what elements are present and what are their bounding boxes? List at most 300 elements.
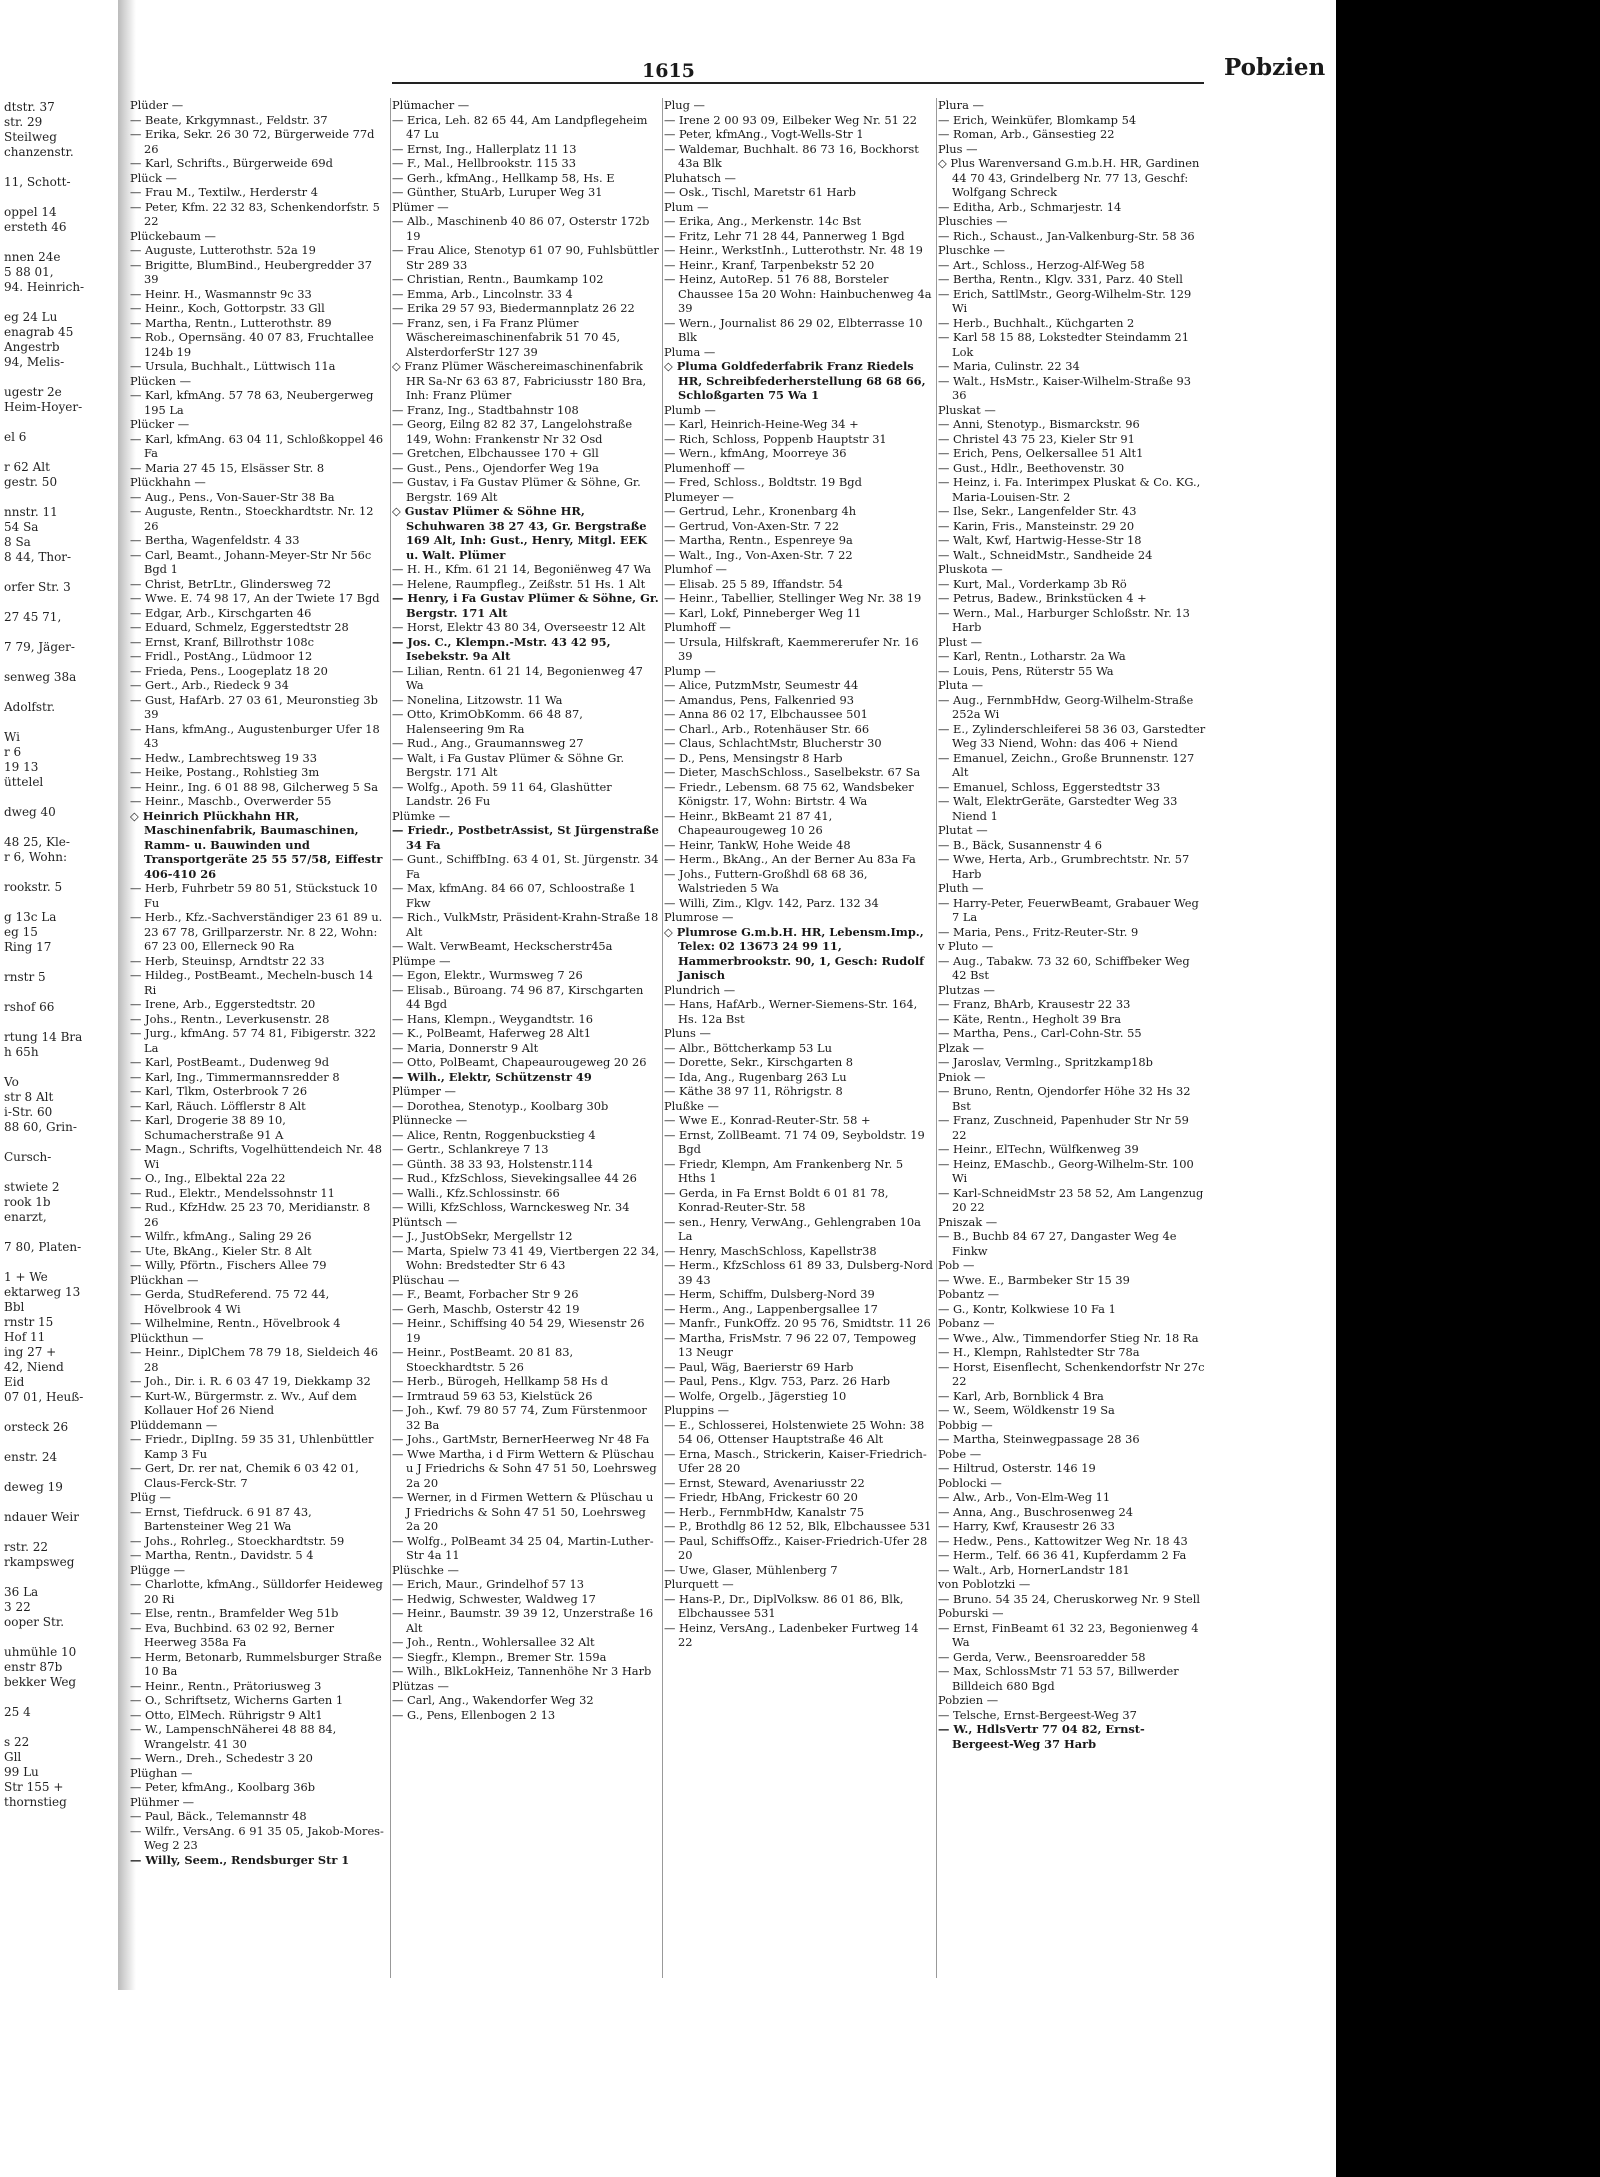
- gutter-fragment: ndauer Weir: [4, 1510, 79, 1524]
- gutter-fragment: 8 Sa: [4, 535, 31, 549]
- directory-entry: — Irene 2 00 93 09, Eilbeker Weg Nr. 51 22: [664, 112, 918, 127]
- gutter-fragment: Adolfstr.: [4, 700, 56, 714]
- directory-entry: — Christian, Rentn., Baumkamp 102: [392, 272, 604, 286]
- gutter-fragment: str 8 Alt: [4, 1090, 54, 1104]
- directory-entry: — Willi, Zim., Klgv. 142, Parz. 132 34: [664, 895, 879, 910]
- directory-entry: — Hedwig, Schwester, Waldweg 17: [392, 1591, 596, 1606]
- gutter-fragment: 1 + We: [4, 1270, 48, 1284]
- directory-entry: Plum —: [664, 199, 709, 214]
- directory-entry: — Joh., Rentn., Wohlersallee 32 Alt: [392, 1635, 595, 1649]
- directory-entry: — Karl, Rentn., Lotharstr. 2a Wa: [938, 649, 1126, 663]
- directory-entry: — Hedw., Lambrechtsweg 19 33: [130, 750, 318, 765]
- directory-entry: — Aug., Pens., Von-Sauer-Str 38 Ba: [130, 489, 335, 504]
- directory-entry: — Ilse, Sekr., Langenfelder Str. 43: [938, 504, 1137, 518]
- directory-entry: — Waldemar, Buchhalt. 86 73 16, Bockhorst 43a Blk: [664, 141, 919, 170]
- directory-entry: — Heike, Postang., Rohlstieg 3m: [130, 765, 320, 779]
- directory-entry: — Auguste, Rentn., Stoeckhardtstr. Nr. 12 26: [130, 504, 374, 533]
- gutter-fragment: rnstr 5: [4, 970, 46, 984]
- directory-entry: — B., Buchb 84 67 27, Dangaster Weg 4e Finkw: [938, 1229, 1177, 1258]
- directory-entry: — Irene, Arb., Eggerstedtstr. 20: [130, 997, 316, 1011]
- gutter-fragment: Ring 17: [4, 940, 52, 954]
- directory-entry: — K., PolBeamt, Haferweg 28 Alt1: [392, 1026, 591, 1040]
- directory-entry: — Editha, Arb., Schmarjestr. 14: [938, 199, 1122, 214]
- directory-entry: — Edgar, Arb., Kirschgarten 46: [130, 605, 312, 620]
- directory-entry: — Osk., Tischl, Maretstr 61 Harb: [664, 185, 856, 199]
- directory-entry: — Herb., Bürogeh, Hellkamp 58 Hs d: [392, 1374, 609, 1388]
- directory-entry: — Heinz, EMaschb., Georg-Wilhelm-Str. 100 Wi: [938, 1156, 1194, 1185]
- gutter-fragment: r 6, Wohn:: [4, 850, 68, 864]
- facing-page-gutter: [0, 0, 130, 1990]
- directory-entry: — Charl., Arb., Rotenhäuser Str. 66: [664, 721, 870, 736]
- directory-entry: — Anni, Stenotyp., Bismarckstr. 96: [938, 417, 1140, 431]
- directory-entry: — Telsche, Ernst-Bergeest-Weg 37: [938, 1707, 1137, 1722]
- directory-entry: — Martha, Rentn., Davidstr. 5 4: [130, 1548, 314, 1562]
- directory-entry: — J., JustObSekr, Mergellstr 12: [392, 1229, 573, 1243]
- directory-entry: — Magn., Schrifts, Vogelhüttendeich Nr. 48 Wi: [130, 1142, 382, 1171]
- directory-entry: — Heinr., Baumstr. 39 39 12, Unzerstraße 16 Alt: [392, 1606, 654, 1635]
- directory-entry: Plüddemann —: [130, 1417, 218, 1432]
- directory-entry: von Poblotzki —: [938, 1577, 1031, 1591]
- directory-entry: — Brigitte, BlumBind., Heubergredder 37 39: [130, 257, 373, 286]
- gutter-fragment: r 6: [4, 745, 22, 759]
- directory-entry: — Fritz, Lehr 71 28 44, Pannerweg 1 Bgd: [664, 228, 905, 243]
- gutter-fragment: 7 79, Jäger-: [4, 640, 75, 654]
- directory-entry: — Bertha, Wagenfeldstr. 4 33: [130, 533, 300, 547]
- gutter-fragment: enstr. 24: [4, 1450, 58, 1464]
- directory-entry: Plüg —: [130, 1490, 171, 1504]
- gutter-fragment: oppel 14: [4, 205, 57, 219]
- directory-entry: Plutat —: [938, 823, 988, 837]
- directory-entry: Pluschies —: [938, 214, 1008, 228]
- directory-entry: — W., Seem, Wöldkenstr 19 Sa: [938, 1403, 1115, 1417]
- directory-entry: — Walt., SchneidMstr., Sandheide 24: [938, 547, 1153, 562]
- directory-entry: — Otto, ElMech. Rührigstr 9 Alt1: [130, 1707, 323, 1722]
- directory-entry: — Bruno. 54 35 24, Cheruskorweg Nr. 9 Stell: [938, 1591, 1201, 1606]
- directory-entry: Plura —: [938, 98, 984, 112]
- directory-entry: — Jos. C., Klempn.-Mstr. 43 42 95, Isebekstr. 9a Alt: [392, 634, 611, 663]
- directory-entry: — Eduard, Schmelz, Eggerstedtstr 28: [130, 620, 349, 634]
- directory-entry: Plünnecke —: [392, 1113, 468, 1127]
- directory-entry: — Frau Alice, Stenotyp 61 07 90, Fuhlsbüttler Str 289 33: [392, 243, 659, 272]
- directory-entry: — Martha, Rentn., Espenreye 9a: [664, 533, 853, 547]
- directory-entry: — Gerh, Maschb, Osterstr 42 19: [392, 1301, 580, 1316]
- directory-entry: — Martha, Rentn., Lutterothstr. 89: [130, 315, 332, 330]
- gutter-fragment: enarzt,: [4, 1210, 47, 1224]
- directory-entry: — Peter, kfmAng., Vogt-Wells-Str 1: [664, 127, 864, 141]
- directory-entry: — E., Zylinderschleiferei 58 36 03, Garstedter Weg 33 Niend, Wohn: das 406 + Niend: [938, 721, 1206, 750]
- gutter-fragment: orsteck 26: [4, 1420, 69, 1434]
- gutter-fragment: üttelel: [4, 775, 44, 789]
- directory-entry: — Emanuel, Zeichn., Große Brunnenstr. 127 Alt: [938, 750, 1195, 779]
- directory-entry: Plumrose —: [664, 910, 734, 924]
- gutter-fragment: r 62 Alt: [4, 460, 50, 474]
- gutter-fragment: thornstieg: [4, 1795, 67, 1809]
- directory-entry: — O., Schriftsetz, Wicherns Garten 1: [130, 1693, 344, 1707]
- directory-entry: — Aug., Tabakw. 73 32 60, Schiffbeker Weg 42 Bst: [938, 953, 1190, 982]
- directory-entry: — sen., Henry, VerwAng., Gehlengraben 10a La: [664, 1214, 921, 1243]
- directory-entry: — Hans, Klempn., Weygandtstr. 16: [392, 1011, 593, 1026]
- gutter-fragment: eg 15: [4, 925, 38, 939]
- directory-entry: — W., HdlsVertr 77 04 82, Ernst-Bergeest-Weg 37 Harb: [938, 1722, 1145, 1751]
- page-number: 1615: [642, 60, 695, 82]
- directory-entry: — Kurt-W., Bürgermstr. z. Wv., Auf dem Kollauer Hof 26 Niend: [130, 1388, 357, 1417]
- directory-entry: — Heinr., Koch, Gottorpstr. 33 Gll: [130, 301, 325, 315]
- gutter-fragment: Cursch-: [4, 1150, 52, 1164]
- gutter-fragment: chanzenstr.: [4, 145, 74, 159]
- gutter-fragment: 8 44, Thor-: [4, 550, 72, 564]
- directory-entry: — Wern., kfmAng, Moorreye 36: [664, 446, 847, 460]
- directory-entry: — Siegfr., Klempn., Bremer Str. 159a: [392, 1649, 607, 1664]
- column-divider: [390, 98, 391, 1978]
- directory-entry: — Rud., KfzHdw. 25 23 70, Meridianstr. 8 26: [130, 1200, 371, 1229]
- directory-entry: Plüntsch —: [392, 1214, 458, 1229]
- directory-entry: — Gertrud, Lehr., Kronenbarg 4h: [664, 504, 857, 518]
- directory-entry: — Gunt., SchiffbIng. 63 4 01, St. Jürgenstr. 34 Fa: [392, 852, 659, 881]
- directory-entry: — Wwe Martha, i d Firm Wettern & Plüschau u J Friedrichs & Sohn 47 51 50, Loehrsweg 2a 20: [392, 1446, 657, 1490]
- directory-entry: — Wilfr., VersAng. 6 91 35 05, Jakob-Mores-Weg 2 23: [130, 1823, 384, 1852]
- directory-entry: — Elisab. 25 5 89, Iffandstr. 54: [664, 576, 843, 591]
- directory-entry: — Hildeg., PostBeamt., Mecheln-busch 14 Ri: [130, 968, 374, 997]
- directory-entry: — Ida, Ang., Rugenbarg 263 Lu: [664, 1069, 847, 1084]
- gutter-fragment: rstr. 22: [4, 1540, 49, 1554]
- running-head: Pobzien: [1224, 54, 1326, 81]
- directory-entry: — Paul, Pens., Klgv. 753, Parz. 26 Harb: [664, 1374, 891, 1388]
- directory-entry: — Heinr., Kranf, Tarpenbekstr 52 20: [664, 257, 875, 272]
- column-divider: [936, 98, 937, 1978]
- directory-entry: Plurquett —: [664, 1577, 734, 1591]
- directory-entry: — H., Klempn, Rahlstedter Str 78a: [938, 1345, 1140, 1359]
- directory-entry: — Herb., Kfz.-Sachverständiger 23 61 89 u. 23 67 78, Grillparzerstr. Nr. 8 22, Wohn: 67 23 00, Ellerneck 90 Ra: [130, 910, 383, 953]
- directory-entry: — Heinr., ElTechn, Wülfkenweg 39: [938, 1142, 1139, 1156]
- directory-entry: Pobe —: [938, 1446, 982, 1461]
- directory-entry: Plückebaum —: [130, 228, 216, 243]
- directory-entry: Pniszak —: [938, 1214, 998, 1229]
- directory-entry: — Heinr., PostBeamt. 20 81 83, Stoeckhardtstr. 5 26: [392, 1345, 574, 1374]
- gutter-fragment: stwiete 2: [4, 1180, 60, 1194]
- column-2: [392, 98, 660, 1988]
- directory-entry: Plump —: [664, 663, 716, 678]
- directory-entry: — Max, SchlossMstr 71 53 57, Billwerder Billdeich 680 Bgd: [938, 1664, 1179, 1693]
- gutter-fragment: enstr 87b: [4, 1660, 63, 1674]
- directory-entry: — Else, rentn., Bramfelder Weg 51b: [130, 1606, 339, 1620]
- directory-entry: — Herb., FernmbHdw, Kanalstr 75: [664, 1504, 865, 1519]
- directory-entry: — Franz, sen, i Fa Franz Plümer Wäschereimaschinenfabrik 51 70 45, AlsterdorferStr 127 39: [392, 315, 621, 359]
- gutter-fragment: 36 La: [4, 1585, 39, 1599]
- column-1: [130, 98, 388, 1988]
- directory-entry: Plumenhoff —: [664, 460, 745, 475]
- directory-entry: Plümacher —: [392, 98, 470, 112]
- directory-entry: — Paul, SchiffsOffz., Kaiser-Friedrich-Ufer 28 20: [664, 1533, 928, 1562]
- directory-entry: — Carl, Beamt., Johann-Meyer-Str Nr 56c Bgd 1: [130, 547, 372, 576]
- directory-entry: — Walt., Ing., Von-Axen-Str. 7 22: [664, 547, 853, 562]
- directory-entry: — Walt, ElektrGeräte, Garstedter Weg 33 Niend 1: [938, 794, 1178, 823]
- gutter-fragment: el 6: [4, 430, 27, 444]
- directory-entry: Plühmer —: [130, 1794, 194, 1809]
- directory-entry: Plümer —: [392, 199, 449, 214]
- directory-entry: — Erika 29 57 93, Biedermannplatz 26 22: [392, 301, 635, 315]
- directory-entry: Pluns —: [664, 1026, 711, 1040]
- directory-entry: — Gustav, i Fa Gustav Plümer & Söhne, Gr. Bergstr. 169 Alt: [392, 475, 641, 504]
- directory-entry: — Erich, Weinküfer, Blomkamp 54: [938, 112, 1137, 127]
- directory-entry: — Wolfg., Apoth. 59 11 64, Glashütter Landstr. 26 Fu: [392, 779, 612, 808]
- column-3: [664, 98, 934, 1988]
- directory-entry: — Willi, KfzSchloss, Warnckesweg Nr. 34: [392, 1200, 630, 1214]
- directory-entry: — Emanuel, Schloss, Eggerstedtstr 33: [938, 779, 1161, 794]
- directory-entry: — W., LampenschNäherei 48 88 84, Wrangelstr. 41 30: [130, 1722, 337, 1751]
- directory-entry: — Heinr. H., Wasmannstr 9c 33: [130, 286, 312, 301]
- column-4: [938, 98, 1206, 1988]
- directory-entry: — Peter, Kfm. 22 32 83, Schenkendorfstr. 5 22: [130, 199, 380, 228]
- directory-entry: — Walt. VerwBeamt, Heckscherstr45a: [392, 939, 613, 953]
- directory-entry: — Marta, Spielw 73 41 49, Viertbergen 22 34, Wohn: Bredstedter Str 6 43: [392, 1243, 660, 1272]
- gutter-fragment: rook 1b: [4, 1195, 51, 1209]
- directory-entry: — Ernst, FinBeamt 61 32 23, Begonienweg 4 Wa: [938, 1620, 1199, 1649]
- directory-entry: — Wilh., BlkLokHeiz, Tannenhöhe Nr 3 Harb: [392, 1664, 652, 1678]
- directory-entry: — Friedr., Lebensm. 68 75 62, Wandsbeker Königstr. 17, Wohn: Birtstr. 4 Wa: [664, 779, 914, 808]
- directory-entry: — Gretchen, Elbchaussee 170 + Gll: [392, 446, 599, 460]
- directory-entry: — Maria, Donnerstr 9 Alt: [392, 1040, 539, 1055]
- directory-entry: — Rud., Ang., Graumannsweg 27: [392, 736, 584, 750]
- directory-entry: — Petrus, Badew., Brinkstücken 4 +: [938, 591, 1147, 605]
- directory-entry: Plückhan —: [130, 1272, 199, 1287]
- directory-entry: — Karl, Lokf, Pinneberger Weg 11: [664, 605, 862, 620]
- directory-entry: — Horst, Elektr 43 80 34, Overseestr 12 Alt: [392, 620, 646, 634]
- directory-entry: Plumeyer —: [664, 489, 734, 504]
- directory-entry: — Martha, Pens., Carl-Cohn-Str. 55: [938, 1026, 1142, 1040]
- gutter-fragment: uhmühle 10: [4, 1645, 77, 1659]
- directory-entry: — Herm., Telf. 66 36 41, Kupferdamm 2 Fa: [938, 1548, 1187, 1562]
- directory-entry: — Ernst, Ing., Hallerplatz 11 13: [392, 141, 577, 156]
- directory-entry: Plümke —: [392, 808, 451, 823]
- directory-entry: — Karin, Fris., Mansteinstr. 29 20: [938, 518, 1135, 533]
- directory-entry: Plußke —: [664, 1098, 719, 1113]
- directory-entry: — Erna, Masch., Strickerin, Kaiser-Friedrich-Ufer 28 20: [664, 1446, 927, 1475]
- directory-entry: — Ernst, Tiefdruck. 6 91 87 43, Bartensteiner Weg 21 Wa: [130, 1504, 312, 1533]
- directory-entry: — Herm., Ang., Lappenbergsallee 17: [664, 1301, 878, 1316]
- gutter-fragment: 11, Schott-: [4, 175, 71, 189]
- gutter-fragment: 27 45 71,: [4, 610, 62, 624]
- directory-entry: Plundrich —: [664, 982, 736, 997]
- gutter-fragment: 48 25, Kle-: [4, 835, 70, 849]
- directory-entry: Pobzien —: [938, 1693, 999, 1707]
- directory-entry: — Lilian, Rentn. 61 21 14, Begonienweg 47 Wa: [392, 663, 643, 692]
- directory-entry: Plutzas —: [938, 982, 995, 997]
- gutter-fragment: rnstr 15: [4, 1315, 54, 1329]
- gutter-fragment: Eid: [4, 1375, 25, 1389]
- directory-entry: — Karl, kfmAng. 63 04 11, Schloßkoppel 46 Fa: [130, 431, 384, 460]
- directory-entry: — Dorette, Sekr., Kirschgarten 8: [664, 1055, 854, 1069]
- directory-entry: — Ernst, Kranf, Billrothstr 108c: [130, 634, 315, 649]
- directory-entry: — Wilfr., kfmAng., Saling 29 26: [130, 1229, 312, 1243]
- directory-entry: ◇ Plus Warenversand G.m.b.H. HR, Gardinen 44 70 43, Grindelberg Nr. 77 13, Geschf: Wolfgang Schreck: [938, 156, 1200, 199]
- gutter-fragment: Heim-Hoyer-: [4, 400, 83, 414]
- directory-entry: — Karl, Ing., Timmermannsredder 8: [130, 1069, 340, 1084]
- directory-entry: — Gust., Hdlr., Beethovenstr. 30: [938, 460, 1125, 475]
- directory-entry: — Günth. 38 33 93, Holstenstr.114: [392, 1156, 593, 1171]
- gutter-fragment: g 13c La: [4, 910, 57, 924]
- directory-entry: — Wolfg., PolBeamt 34 25 04, Martin-Luther-Str 4a 11: [392, 1533, 654, 1562]
- gutter-fragment: Gll: [4, 1750, 22, 1764]
- directory-entry: — Rob., Opernsäng. 40 07 83, Fruchtallee 124b 19: [130, 330, 374, 359]
- directory-entry: — Nonelina, Litzowstr. 11 Wa: [392, 692, 563, 707]
- directory-entry: — Wwe, Herta, Arb., Grumbrechtstr. Nr. 57 Harb: [938, 852, 1190, 881]
- directory-entry: — G., Pens, Ellenbogen 2 13: [392, 1707, 556, 1722]
- gutter-fragment: nnen 24e: [4, 250, 61, 264]
- directory-entry: Plücker —: [130, 417, 190, 431]
- directory-entry: — Uwe, Glaser, Mühlenberg 7: [664, 1562, 838, 1577]
- directory-entry: — Käte, Rentn., Hegholt 39 Bra: [938, 1011, 1122, 1026]
- directory-entry: — Heinr., Tabellier, Stellinger Weg Nr. 38 19: [664, 591, 922, 605]
- directory-entry: — B., Bäck, Susannenstr 4 6: [938, 837, 1103, 852]
- directory-entry: Plüghan —: [130, 1765, 193, 1780]
- gutter-fragment: 5 88 01,: [4, 265, 54, 279]
- gutter-fragment: Bbl: [4, 1300, 25, 1314]
- directory-entry: — Friedr., PostbetrAssist, St Jürgenstraße 34 Fa: [392, 823, 659, 852]
- gutter-fragment: 42, Niend: [4, 1360, 64, 1374]
- gutter-fragment: ugestr 2e: [4, 385, 62, 399]
- directory-entry: — Frieda, Pens., Loogeplatz 18 20: [130, 663, 328, 678]
- directory-entry: — Beate, Krkgymnast., Feldstr. 37: [130, 112, 328, 127]
- directory-entry: — Walt, i Fa Gustav Plümer & Söhne Gr. Bergstr. 171 Alt: [392, 750, 625, 779]
- gutter-fragment: s 22: [4, 1735, 30, 1749]
- directory-entry: — Manfr., FunkOffz. 20 95 76, Smidtstr. 11 26: [664, 1316, 931, 1330]
- directory-entry: v Pluto —: [938, 939, 994, 953]
- directory-entry: — Bruno, Rentn, Ojendorfer Höhe 32 Hs 32 Bst: [938, 1084, 1191, 1113]
- directory-entry: Plüschke —: [392, 1562, 459, 1577]
- directory-entry: — Karl, PostBeamt., Dudenweg 9d: [130, 1055, 330, 1069]
- directory-entry: — Heinr, TankW, Hohe Weide 48: [664, 837, 851, 852]
- directory-entry: — G., Kontr, Kolkwiese 10 Fa 1: [938, 1301, 1116, 1316]
- gutter-fragment: 88 60, Grin-: [4, 1120, 77, 1134]
- directory-entry: — Wilh., Elektr, Schützenstr 49: [392, 1069, 592, 1084]
- directory-entry: — Hans, HafArb., Werner-Siemens-Str. 164, Hs. 12a Bst: [664, 997, 918, 1026]
- directory-entry: — Paul, Bäck., Telemannstr 48: [130, 1809, 307, 1823]
- gutter-fragment: 99 Lu: [4, 1765, 39, 1779]
- directory-entry: — Wern., Mal., Harburger Schloßstr. Nr. 13 Harb: [938, 605, 1190, 634]
- directory-entry: — Erich, SattlMstr., Georg-Wilhelm-Str. 129 Wi: [938, 286, 1192, 315]
- gutter-fragment: dtstr. 37: [4, 100, 55, 114]
- directory-entry: Pluskota —: [938, 562, 1003, 576]
- directory-entry: Plug —: [664, 98, 705, 112]
- directory-entry: Plust —: [938, 634, 983, 649]
- gutter-fragment: ing 27 +: [4, 1345, 57, 1359]
- directory-entry: — Harry, Kwf, Krausestr 26 33: [938, 1519, 1115, 1533]
- scan-border: [1336, 0, 1600, 2177]
- directory-entry: — Karl, Schrifts., Bürgerweide 69d: [130, 156, 333, 170]
- directory-entry: — Heinr., BkBeamt 21 87 41, Chapeaurougeweg 10 26: [664, 808, 833, 837]
- directory-entry: — Werner, in d Firmen Wettern & Plüschau u J Friedrichs & Sohn 47 51 50, Loehrsweg 2a 20: [392, 1490, 654, 1533]
- directory-entry: — Wilhelmine, Rentn., Hövelbrook 4: [130, 1316, 341, 1330]
- directory-entry: — Gert., Arb., Riedeck 9 34: [130, 678, 289, 692]
- directory-entry: — Alb., Maschinenb 40 86 07, Osterstr 172b 19: [392, 214, 650, 243]
- directory-entry: — Rud., KfzSchloss, Sievekingsallee 44 26: [392, 1171, 637, 1185]
- directory-entry: — Rich., Schaust., Jan-Valkenburg-Str. 58 36: [938, 228, 1195, 243]
- directory-entry: Plützas —: [392, 1678, 449, 1693]
- directory-entry: — Gerh., kfmAng., Hellkamp 58, Hs. E: [392, 170, 615, 185]
- directory-entry: Pobbig —: [938, 1417, 993, 1432]
- directory-entry: — Jaroslav, Vermlng., Spritzkamp18b: [938, 1055, 1153, 1069]
- directory-entry: — Jurg., kfmAng. 57 74 81, Fibigerstr. 322 La: [130, 1026, 377, 1055]
- gutter-fragment: 94. Heinrich-: [4, 280, 85, 294]
- directory-entry: — Aug., FernmbHdw, Georg-Wilhelm-Straße 252a Wi: [938, 692, 1194, 721]
- directory-entry: — Willy, Seem., Rendsburger Str 1: [130, 1852, 350, 1867]
- directory-entry: — Erich, Maur., Grindelhof 57 13: [392, 1577, 585, 1591]
- gutter-fragment: gestr. 50: [4, 475, 58, 489]
- column-divider: [662, 98, 663, 1978]
- directory-entry: — Otto, KrimObKomm. 66 48 87, Halenseering 9m Ra: [392, 707, 583, 736]
- directory-entry: — F., Beamt, Forbacher Str 9 26: [392, 1287, 579, 1301]
- directory-entry: — Karl, Räuch. Löfflerstr 8 Alt: [130, 1098, 306, 1113]
- directory-entry: Plücken —: [130, 373, 192, 388]
- directory-entry: — Horst, Eisenflecht, Schenkendorfstr Nr 27c 22: [938, 1359, 1205, 1388]
- directory-entry: — Harry-Peter, FeuerwBeamt, Grabauer Weg 7 La: [938, 895, 1199, 924]
- directory-entry: Plüschau —: [392, 1272, 460, 1287]
- directory-entry: — Ursula, Hilfskraft, Kaemmererufer Nr. 16 39: [664, 634, 919, 663]
- directory-entry: — D., Pens, Mensingstr 8 Harb: [664, 750, 843, 765]
- directory-entry: — F., Mal., Hellbrookstr. 115 33: [392, 156, 576, 170]
- directory-entry: ◇ Pluma Goldfederfabrik Franz Riedels HR, Schreibfederherstellung 68 68 66, Schloßgarten 75 Wa 1: [664, 359, 926, 402]
- directory-entry: — Maria 27 45 15, Elsässer Str. 8: [130, 460, 325, 475]
- directory-entry: — Karl, Tlkm, Osterbrook 7 26: [130, 1084, 308, 1098]
- directory-entry: Pob —: [938, 1258, 975, 1272]
- directory-entry: — Friedr, Klempn, Am Frankenberg Nr. 5 Hths 1: [664, 1156, 904, 1185]
- directory-entry: — Herb, Steuinsp, Arndtstr 22 33: [130, 953, 325, 968]
- directory-entry: — Fridl., PostAng., Lüdmoor 12: [130, 649, 313, 663]
- directory-entry: — Georg, Eilng 82 82 37, Langelohstraße 149, Wohn: Frankenstr Nr 32 Osd: [392, 417, 633, 446]
- directory-entry: — Walt., HsMstr., Kaiser-Wilhelm-Straße 93 36: [938, 373, 1191, 402]
- directory-entry: — Hedw., Pens., Kattowitzer Weg Nr. 18 43: [938, 1533, 1188, 1548]
- directory-entry: ◇ Gustav Plümer & Söhne HR, Schuhwaren 38 27 43, Gr. Bergstraße 169 Alt, Inh: Gust., Henry, Mitgl. EEK u. Walt. Plümer: [392, 504, 648, 562]
- directory-entry: — Ernst, ZollBeamt. 71 74 09, Seyboldstr. 19 Bgd: [664, 1127, 925, 1156]
- directory-entry: — Wwe. E., Barmbeker Str 15 39: [938, 1272, 1130, 1287]
- gutter-fragment: str. 29: [4, 115, 43, 129]
- directory-entry: — Martha, Steinwegpassage 28 36: [938, 1432, 1140, 1446]
- directory-entry: — Karl-SchneidMstr 23 58 52, Am Langenzug 20 22: [938, 1185, 1204, 1214]
- gutter-fragment: rtung 14 Bra: [4, 1030, 83, 1044]
- directory-entry: — Louis, Pens, Rüterstr 55 Wa: [938, 663, 1114, 678]
- directory-entry: — Roman, Arb., Gänsestieg 22: [938, 127, 1115, 141]
- gutter-fragment: 94, Melis-: [4, 355, 65, 369]
- directory-entry: — Ursula, Buchhalt., Lüttwisch 11a: [130, 359, 336, 373]
- directory-entry: — Willy, Pförtn., Fischers Allee 79: [130, 1258, 327, 1272]
- gutter-fragment: 19 13: [4, 760, 39, 774]
- directory-entry: Pniok —: [938, 1069, 986, 1084]
- directory-entry: — Max, kfmAng. 84 66 07, Schloostraße 1 Fkw: [392, 881, 636, 910]
- directory-entry: — Gert, Dr. rer nat, Chemik 6 03 42 01, Claus-Ferck-Str. 7: [130, 1461, 359, 1490]
- directory-entry: — Auguste, Lutterothstr. 52a 19: [130, 243, 316, 257]
- directory-entry: — Rud., Elektr., Mendelssohnstr 11: [130, 1185, 335, 1200]
- directory-entry: Pluta —: [938, 678, 984, 692]
- directory-entry: — Rich, Schloss, Poppenb Hauptstr 31: [664, 431, 887, 446]
- gutter-fragment: 3 22: [4, 1600, 31, 1614]
- directory-entry: — Erica, Leh. 82 65 44, Am Landpflegeheim 47 Lu: [392, 112, 648, 141]
- directory-entry: — Ernst, Steward, Avenariusstr 22: [664, 1475, 865, 1490]
- directory-entry: — Joh., Kwf. 79 80 57 74, Zum Fürstenmoor 32 Ba: [392, 1403, 647, 1432]
- directory-entry: — Franz, BhArb, Krausestr 22 33: [938, 997, 1131, 1011]
- directory-entry: — Wolfe, Orgelb., Jägerstieg 10: [664, 1388, 847, 1403]
- directory-entry: Pluschke —: [938, 243, 1005, 257]
- directory-entry: ◇ Franz Plümer Wäschereimaschinenfabrik HR Sa-Nr 63 63 87, Fabriciusstr 180 Bra, Inh: Franz Plümer: [392, 359, 647, 402]
- directory-entry: — Johs., Rentn., Leverkusenstr. 28: [130, 1011, 330, 1026]
- directory-entry: Plückhahn —: [130, 475, 206, 489]
- directory-entry: Plüder —: [130, 98, 184, 112]
- gutter-fragment: 54 Sa: [4, 520, 39, 534]
- directory-entry: — Charlotte, kfmAng., Sülldorfer Heideweg 20 Ri: [130, 1577, 383, 1606]
- directory-entry: — Karl, kfmAng. 57 78 63, Neubergerweg 195 La: [130, 388, 374, 417]
- directory-entry: — Herb, Fuhrbetr 59 80 51, Stückstuck 10 Fu: [130, 881, 378, 910]
- directory-entry: — Dorothea, Stenotyp., Koolbarg 30b: [392, 1098, 609, 1113]
- directory-entry: Plzak —: [938, 1040, 985, 1055]
